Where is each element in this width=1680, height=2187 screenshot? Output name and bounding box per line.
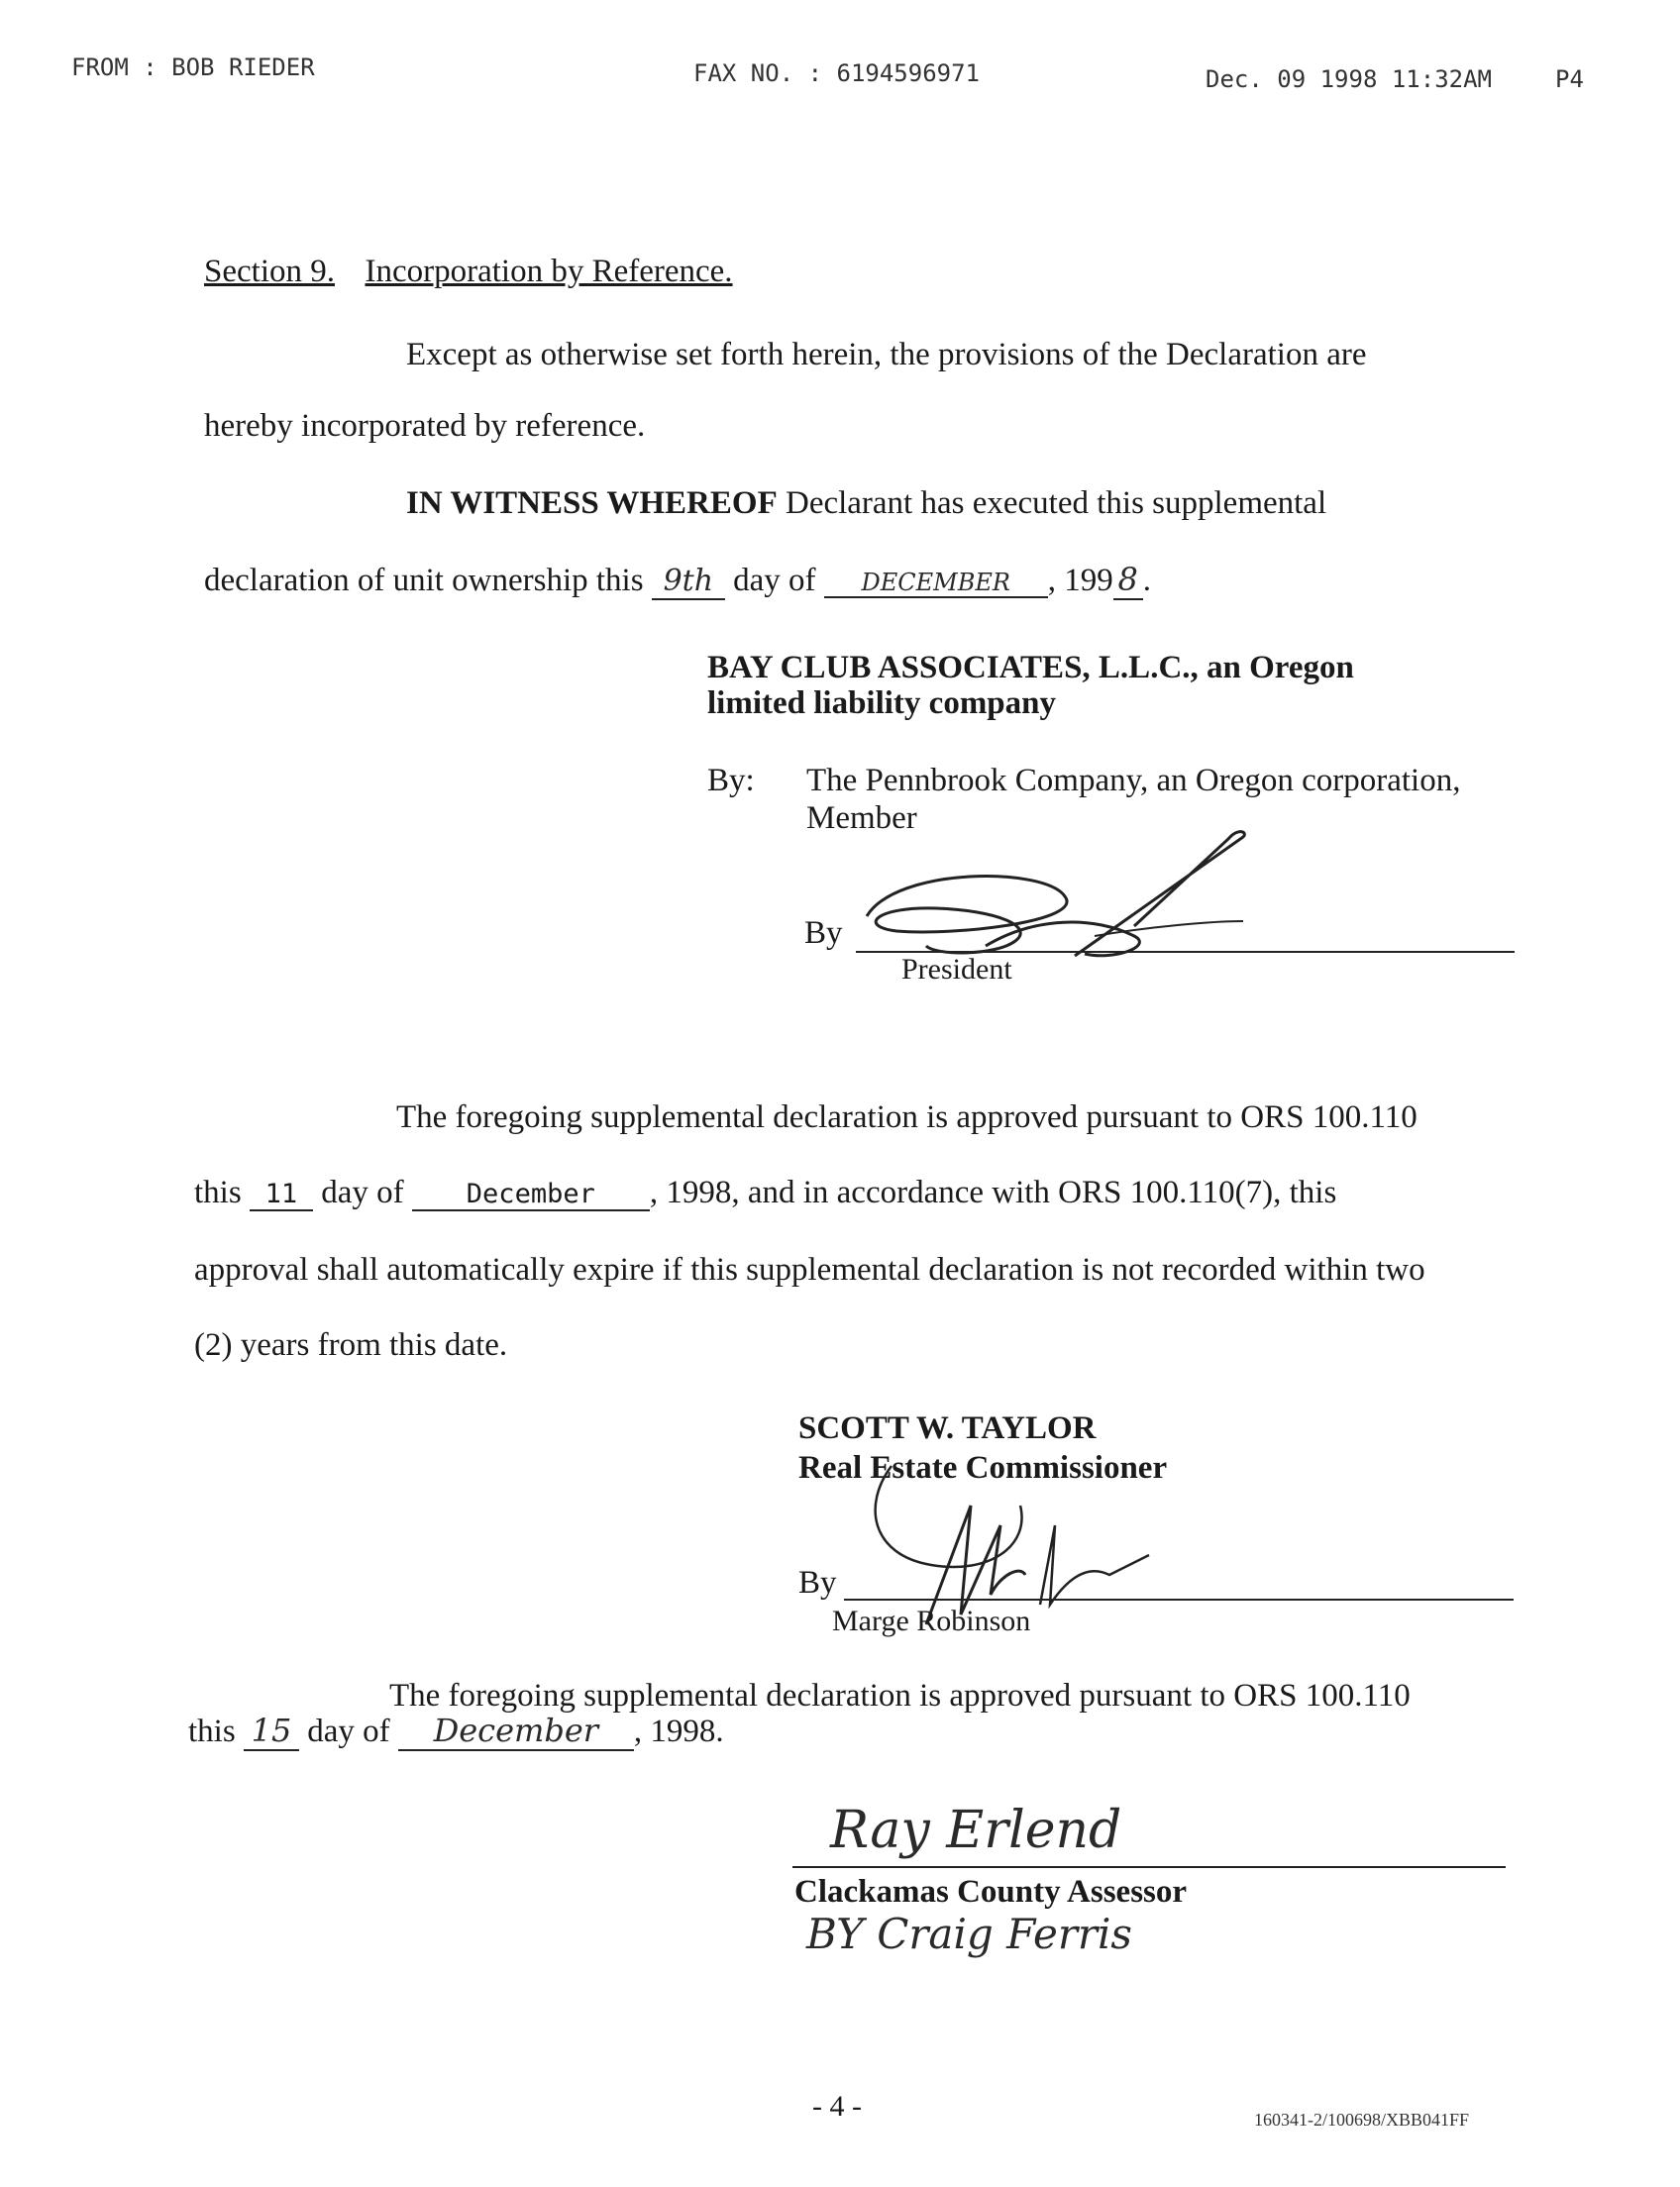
approval1-month-field: December bbox=[412, 1179, 650, 1211]
approval1-line2 bbox=[194, 1175, 1336, 1211]
assessor-by-line: BY Craig Ferris bbox=[806, 1910, 1132, 1958]
declarant-member-line1: The Pennbrook Company, an Oregon corporation, bbox=[806, 763, 1461, 798]
approval2-end: , 1998. bbox=[633, 1714, 724, 1749]
approval2-line2 bbox=[188, 1712, 724, 1751]
commissioner-name: SCOTT W. TAYLOR bbox=[798, 1410, 1097, 1446]
fax-number: FAX NO. : 6194596971 bbox=[693, 59, 980, 87]
assessor-signature-line bbox=[792, 1866, 1506, 1868]
assessor-title: Clackamas County Assessor bbox=[794, 1874, 1188, 1910]
doc-code: 160341-2/100698/XBB041FF bbox=[1254, 2110, 1470, 2130]
approval1-line3: approval shall automatically expire if this supplemental declaration is not recorded within two bbox=[194, 1252, 1425, 1288]
declarant-name-line1: BAY CLUB ASSOCIATES, L.L.C., an Oregon bbox=[707, 650, 1354, 685]
witness-day-field: 9th bbox=[652, 564, 725, 600]
page-number: - 4 - bbox=[812, 2090, 862, 2123]
president-title: President bbox=[901, 953, 1012, 986]
witness-end: . bbox=[1142, 563, 1151, 598]
witness-lead: IN WITNESS WHEREOF bbox=[406, 485, 778, 521]
commissioner-by-label: By bbox=[798, 1565, 837, 1601]
witness-month-field: DECEMBER bbox=[824, 569, 1048, 598]
declarant-by-label: By: bbox=[707, 763, 755, 798]
witness-line2-start: declaration of unit ownership this bbox=[204, 563, 652, 598]
approval1-day-field: 11 bbox=[250, 1179, 313, 1211]
approval1-day-of: day of bbox=[312, 1175, 412, 1210]
witness-year-digit: 8 bbox=[1113, 561, 1143, 600]
approval2-day-of: day of bbox=[298, 1714, 398, 1749]
section-text-line2: hereby incorporated by reference. bbox=[204, 408, 646, 444]
witness-day-of: day of bbox=[724, 563, 824, 598]
president-by-label: By bbox=[804, 915, 843, 951]
section-number: Section 9. bbox=[204, 254, 335, 289]
fax-datetime: Dec. 09 1998 11:32AM bbox=[1206, 65, 1492, 93]
witness-line1-rest: Declarant has executed this supplemental bbox=[777, 485, 1327, 521]
approval1-this: this bbox=[194, 1175, 250, 1210]
approval1-line4: (2) years from this date. bbox=[194, 1327, 508, 1363]
approval2-month-field: December bbox=[398, 1712, 634, 1751]
approval2-day-field: 15 bbox=[244, 1712, 299, 1751]
approval1-line1: The foregoing supplemental declaration is approved pursuant to ORS 100.110 bbox=[396, 1099, 1418, 1135]
approval2-line1: The foregoing supplemental declaration is approved pursuant to ORS 100.110 bbox=[389, 1678, 1411, 1714]
section-text-line1: Except as otherwise set forth herein, the provisions of the Declaration are bbox=[406, 337, 1367, 372]
witness-year-prefix: , 199 bbox=[1047, 563, 1113, 598]
fax-from: FROM : BOB RIEDER bbox=[71, 53, 315, 81]
approval1-line2-rest: , 1998, and in accordance with ORS 100.110(7), this bbox=[649, 1175, 1337, 1210]
commissioner-signer: Marge Robinson bbox=[832, 1605, 1031, 1637]
assessor-signature: Ray Erlend bbox=[830, 1801, 1122, 1860]
declarant-member-line2: Member bbox=[806, 800, 917, 836]
witness-line1 bbox=[406, 485, 1326, 522]
fax-page: P4 bbox=[1555, 65, 1584, 93]
section-heading bbox=[204, 254, 733, 290]
witness-line2 bbox=[204, 561, 1151, 600]
approval2-this: this bbox=[188, 1714, 244, 1749]
declarant-name-line2: limited liability company bbox=[707, 685, 1057, 721]
commissioner-title: Real Estate Commissioner bbox=[798, 1450, 1168, 1486]
section-title: Incorporation by Reference. bbox=[365, 254, 733, 289]
